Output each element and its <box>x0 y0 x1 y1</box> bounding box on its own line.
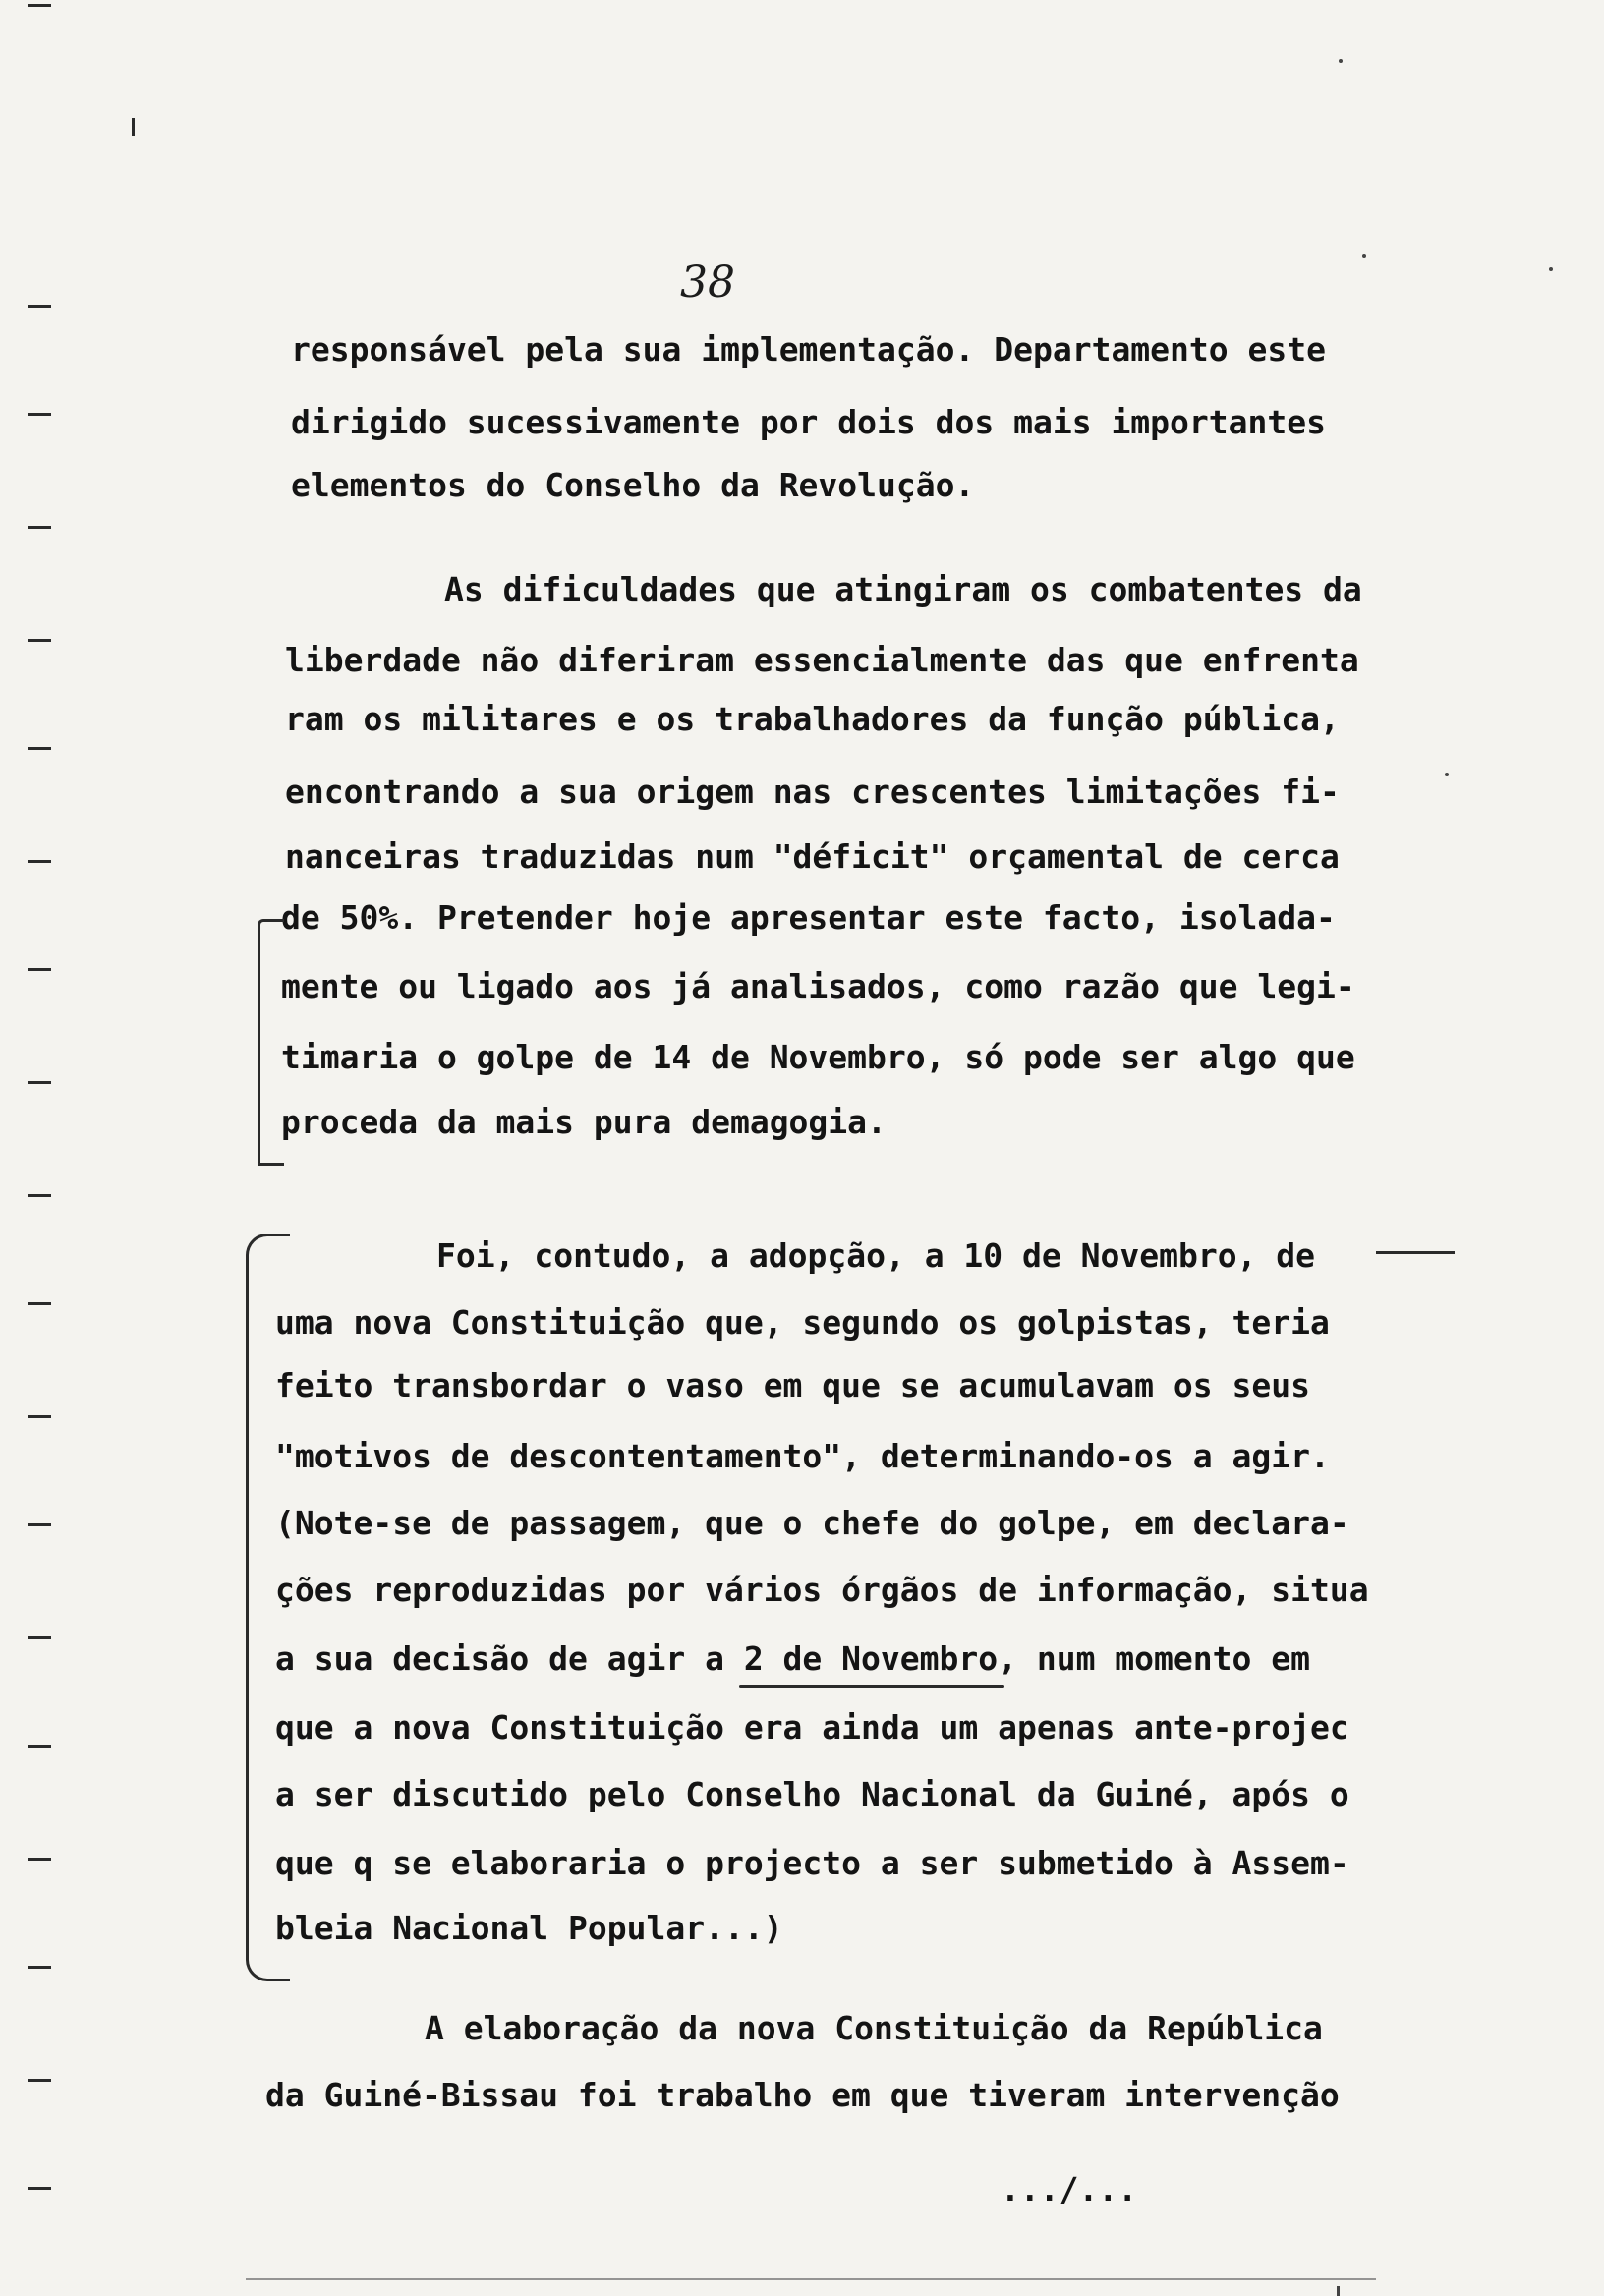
scan-speck <box>1337 2286 1340 2296</box>
text-line: As dificuldades que atingiram os combatentes da <box>444 570 1362 608</box>
text-line: encontrando a sua origem nas crescentes limitações fi- <box>285 773 1340 811</box>
text-line: a sua decisão de agir a 2 de Novembro, num momento em <box>275 1639 1310 1678</box>
text-line: dirigido sucessivamente por dois dos mais importantes <box>291 403 1326 441</box>
scan-speck <box>1339 59 1343 63</box>
text-line: que a nova Constituição era ainda um apenas ante-projec <box>275 1708 1349 1747</box>
text-line: "motivos de descontentamento", determinando-os a agir. <box>275 1437 1330 1475</box>
text-line: da Guiné-Bissau foi trabalho em que tiveram intervenção <box>265 2076 1340 2114</box>
text-line: bleia Nacional Popular...) <box>275 1909 783 1947</box>
scan-artifact-line <box>246 2278 1376 2280</box>
margin-dash <box>1376 1251 1455 1254</box>
scan-speck <box>1362 254 1366 258</box>
text-line: mente ou ligado aos já analisados, como razão que legi- <box>281 967 1355 1005</box>
text-line: ram os militares e os trabalhadores da função pública, <box>285 700 1340 738</box>
text-line: que q se elaboraria o projecto a ser submetido à Assem- <box>275 1844 1349 1882</box>
text-line: A elaboração da nova Constituição da República <box>425 2009 1323 2047</box>
text-line: elementos do Conselho da Revolução. <box>291 466 975 504</box>
continuation-mark: .../... <box>1001 2170 1138 2209</box>
scan-speck <box>1549 267 1553 271</box>
text-line: ções reproduzidas por vários órgãos de informação, situa <box>275 1571 1369 1609</box>
text-line: (Note-se de passagem, que o chefe do golpe, em declara- <box>275 1504 1349 1542</box>
text-line: uma nova Constituição que, segundo os golpistas, teria <box>275 1303 1330 1342</box>
text-line: timaria o golpe de 14 de Novembro, só pode ser algo que <box>281 1038 1355 1076</box>
text-line: feito transbordar o vaso em que se acumulavam os seus <box>275 1366 1310 1405</box>
page-number: 38 <box>680 258 735 308</box>
text-line: liberdade não diferiram essencialmente das que enfrenta <box>285 641 1359 679</box>
handwritten-underline <box>739 1685 1004 1688</box>
margin-ticks <box>0 0 59 2296</box>
text-line: proceda da mais pura demagogia. <box>281 1103 887 1141</box>
margin-bracket <box>258 919 284 1166</box>
margin-bracket <box>246 1234 290 1981</box>
text-line: de 50%. Pretender hoje apresentar este facto, isolada- <box>281 898 1336 937</box>
text-line: Foi, contudo, a adopção, a 10 de Novembro, de <box>436 1236 1316 1275</box>
text-line: nanceiras traduzidas num "déficit" orçamental de cerca <box>285 837 1340 876</box>
scan-speck <box>1445 773 1449 776</box>
text-line: responsável pela sua implementação. Departamento este <box>291 330 1326 369</box>
text-line: a ser discutido pelo Conselho Nacional da Guiné, após o <box>275 1775 1349 1813</box>
